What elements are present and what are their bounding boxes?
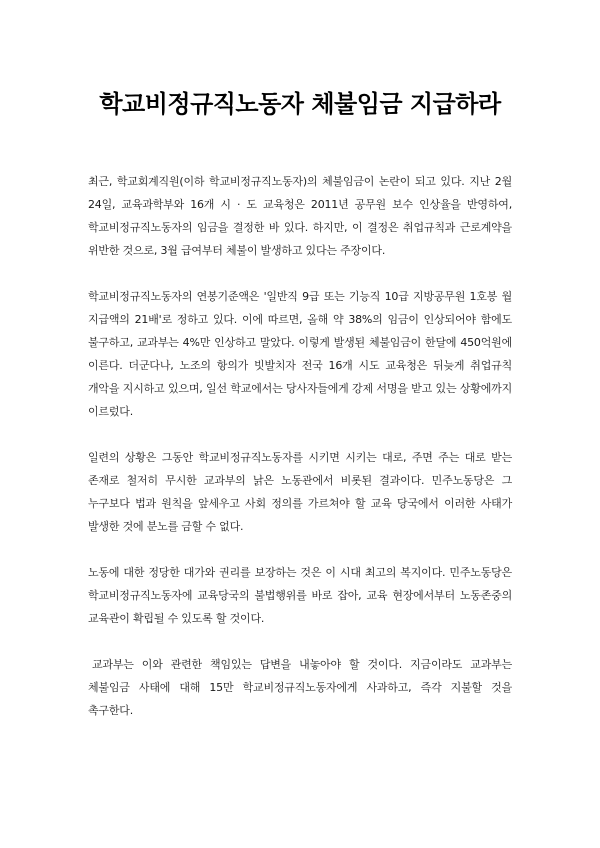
paragraph-5: 교과부는 이와 관련한 책임있는 답변을 내놓아야 할 것이다. 지금이라도 교과부는 체불임금 사태에 대해 15만 학교비정규직노동자에게 사과하고, 즉각 지불할 것을 촉구한다.: [88, 658, 512, 717]
document-title: 학교비정규직노동자 체불임금 지급하라: [99, 90, 501, 118]
paragraph-4: 노동에 대한 정당한 대가와 권리를 보장하는 것은 이 시대 최고의 복지이다. 민주노동당은 학교비정규직노동자에 교육당국의 불법행위를 바로 잡아, 교육 현장에서부터 노동존중의 교육관이 확립될 수 있도록 할 것이다.: [88, 566, 512, 625]
paragraph-1: 최근, 학교회계직원(이하 학교비정규직노동자)의 체불임금이 논란이 되고 있다. 지난 2월 24일, 교육과학부와 16개 시 · 도 교육청은 2011년 공무원 보수 인상율을 반영하여, 학교비정규직노동자의 임금을 결정한 바 있다. 하지만, 이 결정은 취업규칙과 근로계약을 위반한 것으로, 3월 급여부터 체불이 발생하고 있다는 주장이다.: [88, 175, 512, 257]
paragraph-2: 학교비정규직노동자의 연봉기준액은 '일반직 9급 또는 기능직 10급 지방공무원 1호봉 월 지급액의 21배'로 정하고 있다. 이에 따르면, 올해 약 38%의 임금이 인상되어야 함에도 불구하고, 교과부는 4%만 인상하고 말았다. 이렇게 발생된 체불임금이 한달에 450억원에 이른다. 더군다나, 노조의 항의가 빗발치자 전국 16개 시도 교육청은 뒤늦게 취업규칙 개악을 지시하고 있으며, 일선 학교에서는 당사자들에게 강제 서명을 받고 있는 상황에까지 이르렀다.: [88, 290, 512, 418]
document-body: [88, 170, 512, 745]
paragraph-3: 일련의 상황은 그동안 학교비정규직노동자를 시키면 시키는 대로, 주면 주는 대로 받는 존재로 철저히 무시한 교과부의 낡은 노동관에서 비롯된 결과이다. 민주노동당은 그 누구보다 법과 원칙을 앞세우고 사회 정의를 가르쳐야 할 교육 당국에서 이러한 사태가 발생한 것에 분노를 금할 수 없다.: [88, 451, 512, 533]
